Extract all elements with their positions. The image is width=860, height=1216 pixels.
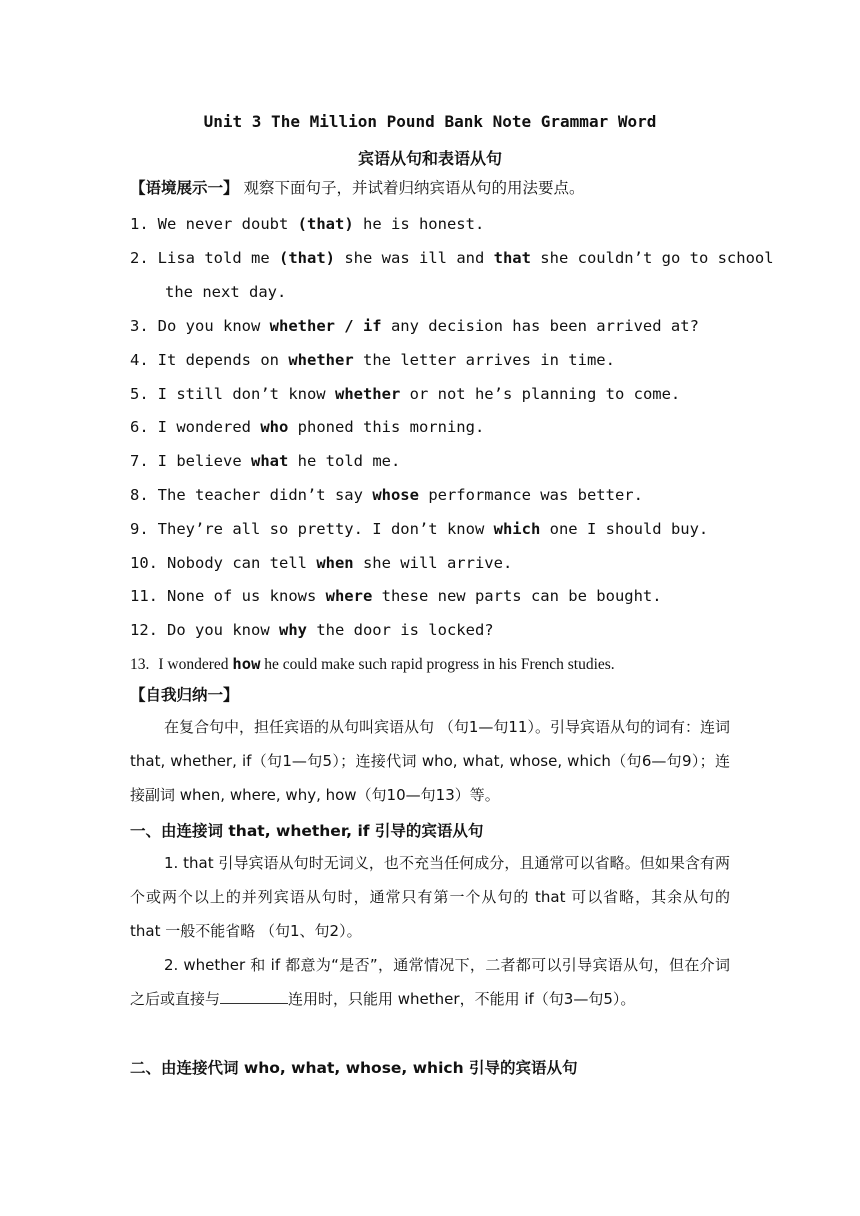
example-keyword: where [325, 587, 373, 605]
example-text: I believe [157, 452, 251, 470]
example-sentence [130, 586, 730, 606]
summary-paragraph: 在复合句中，担任宾语的从句叫宾语从句 （句1—句11）。引导宾语从句的词有：连词 that, whether, if（句1—句5）；连接代词 who, what, whose, which（句6—句9）；连接副词 when, where, why, how（句10—句13）等。 [130, 718, 730, 804]
example-text: she was ill and [335, 249, 494, 267]
document-title: Unit 3 The Million Pound Bank Note Grammar Word [203, 112, 657, 131]
example-keyword: which [493, 520, 541, 538]
example-sentence [130, 451, 730, 471]
example-text: Lisa told me [157, 249, 279, 267]
example-text: she couldn’t go to school [530, 249, 774, 267]
example-text: phoned this morning. [288, 418, 485, 436]
example-text: or not he’s planning to come. [400, 385, 681, 403]
example-text: these new parts can be bought. [372, 587, 662, 605]
example-keyword: whether [288, 351, 354, 369]
heading-two: 二、由连接代词 who, what, whose, which 引导的宾语从句 [130, 1059, 578, 1077]
point-two-paragraph [130, 948, 730, 1016]
example-sentence [130, 214, 730, 234]
example-text: They’re all so pretty. I don’t know [157, 520, 494, 538]
example-text: I wondered [158, 656, 233, 673]
example-sentence [130, 654, 730, 675]
example-text: any decision has been arrived at? [381, 317, 699, 335]
example-number: 3. [130, 317, 149, 335]
example-text: We never doubt [157, 215, 298, 233]
example-keyword: when [316, 554, 354, 572]
example-sentence [130, 553, 730, 573]
example-sentence [130, 384, 730, 404]
example-text: he is honest. [353, 215, 485, 233]
example-keyword: (that) [279, 249, 335, 267]
example-keyword: whether [334, 385, 401, 403]
example-number: 4. [130, 351, 149, 369]
point-one-paragraph: 1. that 引导宾语从句时无词义，也不充当任何成分，且通常可以省略。但如果含有两个或两个以上的并列宾语从句时，通常只有第一个从句的 that 可以省略，其余从句的 that 一般不能省略 （句1、句2）。 [130, 854, 730, 940]
example-keyword: whose [372, 486, 419, 504]
example-number: 7. [130, 452, 149, 470]
example-number: 9. [130, 520, 149, 538]
example-number: 12. [130, 621, 158, 639]
point-two-text-b: 连用时，只能用 whether，不能用 if（句3—句5）。 [288, 990, 636, 1008]
example-text: Do you know [167, 621, 279, 639]
example-number: 6. [130, 418, 149, 436]
example-text: one I should buy. [540, 520, 709, 538]
example-text: I still don’t know [157, 385, 335, 403]
example-number: 13. [130, 656, 150, 673]
example-keyword: whether / if [269, 317, 382, 335]
example-sentence [130, 350, 730, 370]
heading-one: 一、由连接词 that, whether, if 引导的宾语从句 [130, 822, 484, 840]
example-text: The teacher didn’t say [157, 486, 373, 504]
example-number: 1. [130, 215, 149, 233]
section1-intro: 观察下面句子，并试着归纳宾语从句的用法要点。 [243, 179, 585, 197]
example-text: he told me. [288, 452, 401, 470]
example-keyword: what [251, 452, 289, 470]
example-text: the letter arrives in time. [353, 351, 615, 369]
section2-header [130, 685, 730, 705]
example-text: Nobody can tell [167, 554, 317, 572]
example-text: performance was better. [418, 486, 643, 504]
example-text: Do you know [157, 317, 270, 335]
section1-head: 【语境展示一】 [130, 179, 239, 197]
example-sentence [130, 417, 730, 437]
example-text: It depends on [157, 351, 289, 369]
example-keyword: how [232, 655, 261, 673]
example-text: the next day. [165, 283, 287, 301]
example-text: None of us knows [167, 587, 326, 605]
document-subtitle: 宾语从句和表语从句 [357, 149, 502, 168]
example-text: the door is locked? [306, 621, 494, 639]
example-keyword: (that) [297, 215, 354, 233]
example-keyword: why [278, 621, 307, 639]
example-text: she will arrive. [353, 554, 513, 572]
example-sentence [130, 519, 730, 539]
example-sentence [165, 282, 765, 302]
example-number: 10. [130, 554, 158, 572]
example-keyword: who [260, 418, 289, 436]
example-sentence [130, 248, 774, 268]
example-sentence [130, 316, 730, 336]
example-number: 2. [130, 249, 149, 267]
section2-head: 【自我归纳一】 [130, 686, 239, 704]
example-text: I wondered [157, 418, 261, 436]
example-sentence [130, 485, 730, 505]
example-number: 8. [130, 486, 149, 504]
example-keyword: that [493, 249, 531, 267]
point-two-text-a: 2. whether 和 if 都意为“是否”，通常情况下，二者都可以引导宾语从句，但在介词之后或直接与 [130, 956, 730, 1008]
example-number: 11. [130, 587, 158, 605]
section1-header [130, 178, 730, 198]
example-sentence [130, 620, 730, 640]
example-number: 5. [130, 385, 149, 403]
example-text: he could make such rapid progress in his French studies. [260, 656, 615, 673]
fill-in-blank[interactable] [220, 989, 288, 1004]
